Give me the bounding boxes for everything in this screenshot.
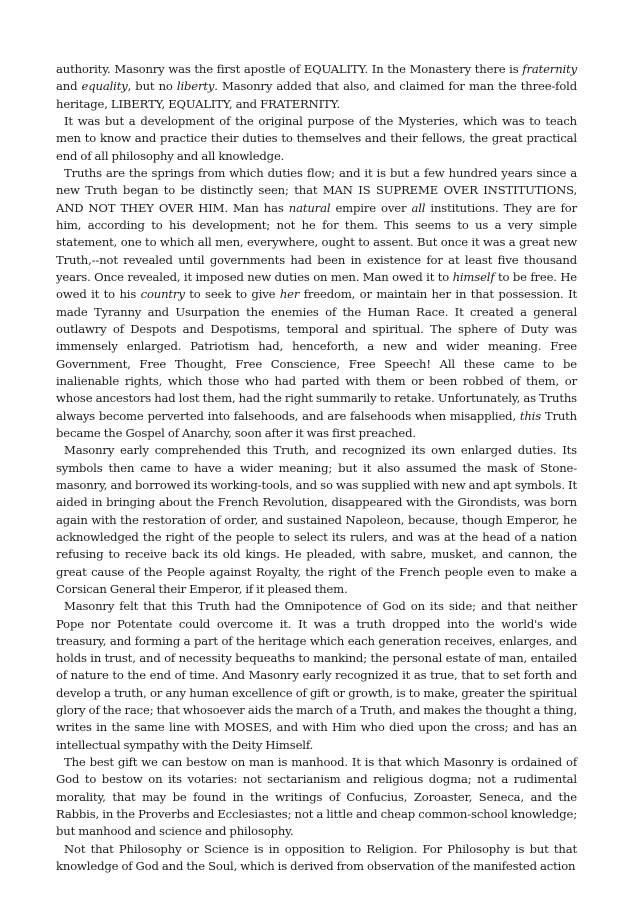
text-segment: Masonry early comprehended this Truth, and recognized its own enlarged duties. Its symbols then came to have a wider meaning; but it also assumed the mask of Stone-masonry, and borrowed its working-tools, and so was supplied with new and apt symbols. It aided in bringing about the French Revolution, disappeared with the Girondists, was born again with the restoration of order, and sustained Napoleon, because, though Emperor, he acknowledged the right of the people to select its rulers, and was at the head of a nation refusing to receive back its old kings. He pleaded, with sabre, musket, and cannon, the great cause of the People against Royalty, the right of the French people even to make a Corsican General their Emperor, if it pleased them. bbox=[56, 443, 577, 596]
text-segment: . Masonry added that also, and claimed for man the three-fold heritage, LIBERTY, EQUALITY, and FRATERNITY. bbox=[56, 79, 577, 111]
paragraph bbox=[56, 61, 577, 113]
text-segment: to seek to give bbox=[184, 287, 280, 302]
emphasis-text: her bbox=[279, 287, 300, 302]
paragraph bbox=[56, 442, 577, 598]
emphasis-text: country bbox=[140, 287, 185, 302]
paragraph bbox=[56, 754, 577, 841]
text-segment: , but no bbox=[127, 79, 177, 94]
text-segment: Not that Philosophy or Science is in opposition to Religion. For Philosophy is but that knowledge of God and the Soul, which is derived from observation of the manifested action bbox=[56, 841, 577, 874]
paragraph bbox=[56, 598, 577, 754]
text-segment: and bbox=[56, 79, 82, 94]
document-page bbox=[56, 61, 577, 875]
paragraph bbox=[56, 113, 577, 165]
text-segment: freedom, or maintain her in that possession. It made Tyranny and Usurpation the enemies of the Human Race. It created a general outlawry of Despots and Despotisms, temporal and spiritual. The sphere of Duty was immensely enlarged. Patriotism had, henceforth, a new and wider meaning. Free Government, Free Thought, Free Conscience, Free Speech! All these came to be inalienable rights, which those who had parted with them or been robbed of them, or whose ancestors had lost them, had the right summarily to retake. Unfortunately, as Truths always become perverted into falsehoods, and are falsehoods when misapplied, bbox=[56, 287, 578, 423]
emphasis-text: all bbox=[411, 200, 426, 215]
emphasis-text: fraternity bbox=[522, 62, 577, 76]
text-segment: Truths are the springs from which duties flow; and it is but a few hundred years since a new Truth began to be distinctly seen; that MAN IS SUPREME OVER INSTITUTIONS, AND NOT THEY OVER HIM. Man has bbox=[56, 165, 577, 215]
text-segment: authority. Masonry was the first apostle of EQUALITY. In the Monastery there is bbox=[56, 62, 523, 76]
text-segment: The best gift we can bestow on man is manhood. It is that which Masonry is ordained of God to bestow on its votaries: not sectarianism and religious dogma; not a rudimental morality, that may be found in the writings of Confucius, Zoroaster, Seneca, and the Rabbis, in the Proverbs and Ecclesiastes; not a little and cheap common-school knowledge; but manhood and science and philosophy. bbox=[56, 755, 577, 839]
text-segment: institutions. They are for him, according to his development; not he for them. This seems to us a very simple statement, one to which all men, everywhere, ought to assent. But once it was a great new Truth,--not revealed until governments had been in existence for at least five thousand years. Once revealed, it imposed new duties on men. Man owed it to bbox=[56, 200, 577, 284]
emphasis-text: equality bbox=[81, 79, 128, 94]
emphasis-text: this bbox=[519, 408, 542, 423]
emphasis-text: liberty bbox=[176, 79, 215, 94]
text-segment: to be free. He owed it to his bbox=[56, 269, 577, 302]
text-segment: empire over bbox=[330, 200, 412, 215]
emphasis-text: himself bbox=[452, 269, 495, 284]
paragraph bbox=[56, 841, 577, 876]
text-segment: Masonry felt that this Truth had the Omnipotence of God on its side; and that neither Pope nor Potentate could overcome it. It was a truth dropped into the world's wide treasury, and forming a part of the heritage which each generation receives, enlarges, and holds in trust, and of necessity bequeaths to mankind; the personal estate of man, entailed of nature to the end of time. And Masonry early recognized it as true, that to set forth and develop a truth, or any human excellence of gift or growth, is to make, greater the spiritual glory of the race; that whosoever aids the march of a Truth, and makes the thought a thing, writes in the same line with MOSES, and with Him who died upon the cross; and has an intellectual sympathy with the Deity Himself. bbox=[56, 599, 577, 752]
emphasis-text: natural bbox=[288, 200, 331, 215]
paragraph bbox=[56, 165, 577, 442]
text-segment: It was but a development of the original purpose of the Mysteries, which was to teach men to know and practice their duties to themselves and their fellows, the great practical end of all philosophy and all knowledge. bbox=[56, 113, 577, 163]
text-segment: Truth became the Gospel of Anarchy, soon after it was first preached. bbox=[56, 408, 577, 440]
